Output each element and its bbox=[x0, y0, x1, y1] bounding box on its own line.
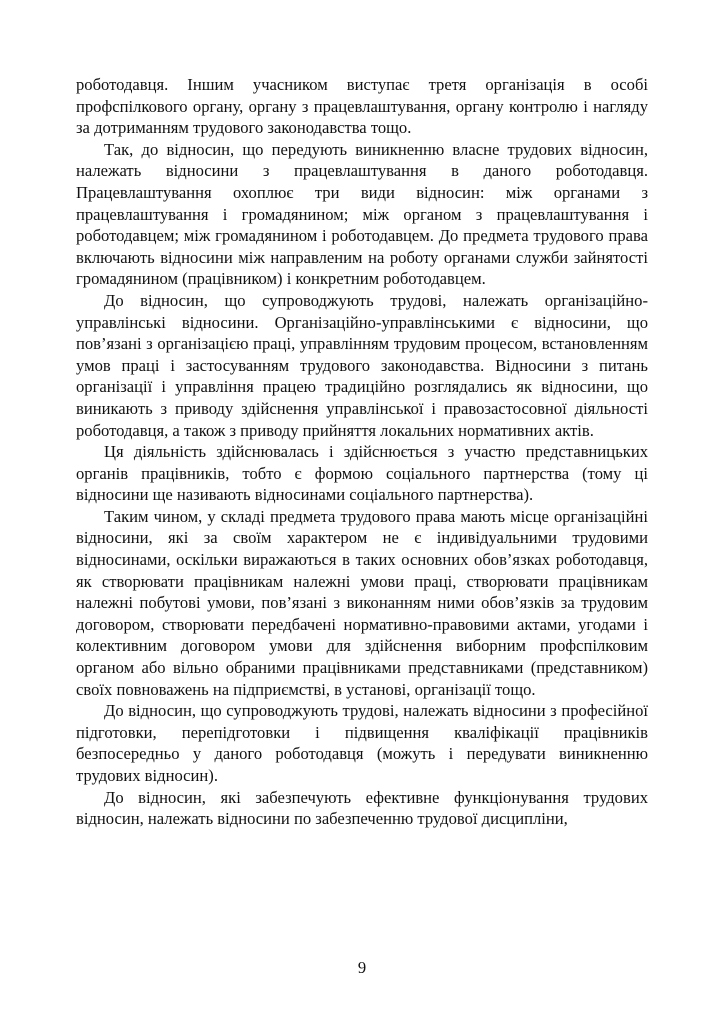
paragraph-4: Ця діяльність здійснювалась і здійснюється з участю представницьких органів працівників, тобто є формою соціального партнерства (тому ці відносини ще називають відносинами соціального партнерства). bbox=[76, 442, 648, 505]
paragraph-7: До відносин, які забезпечують ефективне функціонування трудових відносин, належать відносини по забезпеченню трудової дисципліни, bbox=[76, 787, 648, 829]
paragraph-5: Таким чином, у складі предмета трудового права мають місце організаційні відносини, які за своїм характером не є індивідуальними трудовими відносинами, оскільки виражаються в таких основних обов’язках роботодавця, як створювати працівникам належні умови праці, створювати працівникам належні побутові умови, пов’язані з виконанням ними обов’язків за трудовим договором, створювати передбачені нормативно-правовими актами, угодами і колективним договором умови для здійснення виборним профспілковим органом або вільно обраними працівниками представниками (представником) своїх повноважень на підприємстві, в установі, організації тощо. bbox=[76, 506, 648, 699]
paragraph-3: До відносин, що супроводжують трудові, належать організаційно-управлінські відносини. Організаційно-управлінськими є відносини, що пов’язані з організацією праці, управлінням трудовим процесом, встановленням умов праці і застосуванням трудового законодавства. Відносини з питань організації і управління працею традиційно розглядались як відносини, що виникають з приводу здійснення управлінської і правозастосовної діяльності роботодавця, а також з приводу прийняття локальних нормативних актів. bbox=[76, 290, 648, 440]
paragraph-6: До відносин, що супроводжують трудові, належать відносини з професійної підготовки, перепідготовки і підвищення кваліфікації працівників безпосередньо у даного роботодавця (можуть і передувати виникненню трудових відносин). bbox=[76, 701, 648, 785]
page-body bbox=[76, 74, 648, 830]
paragraph-1: роботодавця. Іншим учасником виступає третя організація в особі профспілкового органу, органу з працевлаштування, органу контролю і нагляду за дотриманням трудового законодавства тощо. bbox=[76, 75, 648, 138]
page-number: 9 bbox=[357, 958, 367, 977]
paragraph-2: Так, до відносин, що передують виникненню власне трудових відносин, належать відносини з працевлаштування в даного роботодавця. Працевлаштування охоплює три види відносин: між органами з працевлаштування і громадянином; між органом з працевлаштування і роботодавцем; між громадянином і роботодавцем. До предмета трудового права включають відносини між направленим на роботу органами служби зайнятості громадянином (працівником) і конкретним роботодавцем. bbox=[76, 139, 648, 289]
